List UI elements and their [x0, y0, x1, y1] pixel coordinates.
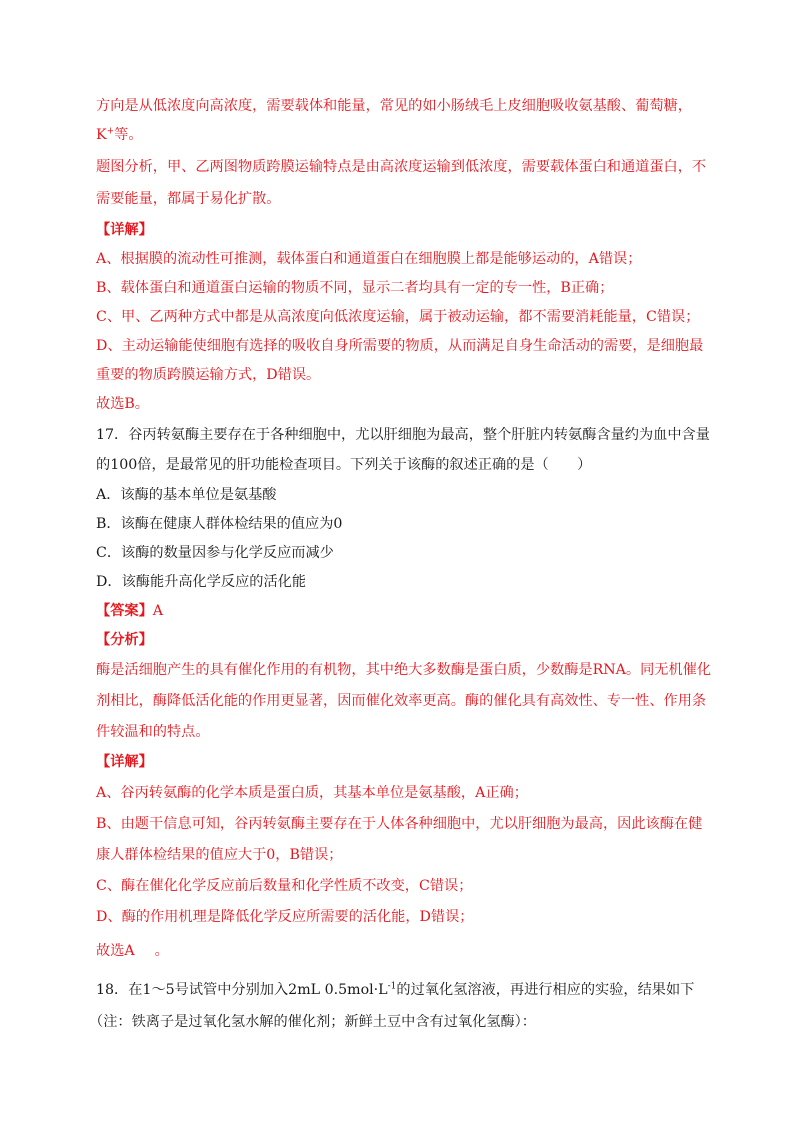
q16-detail-d-line-1: D、主动运输能使细胞有选择的吸收自身所需要的物质，从而满足自身生命活动的需要，是细胞最 — [96, 338, 704, 354]
q17-stem-line-1: 17．谷丙转氨酶主要存在于各种细胞中，尤以肝细胞为最高，整个肝脏内转氨酶含量约为血中含量 — [96, 427, 710, 443]
q17-detail-b-line-1: B、由题干信息可知，谷丙转氨酶主要存在于人体各种细胞中，尤以肝细胞为最高，因此该酶在健 — [96, 816, 703, 832]
q17-conclusion-end: 。 — [154, 943, 169, 959]
q18-stem-line-1 — [96, 981, 694, 999]
q16-detail-b: B、载体蛋白和通道蛋白运输的物质不同，显示二者均具有一定的专一性，B正确； — [96, 280, 614, 296]
q16-analysis-line-4: 需要能量，都属于易化扩散。 — [96, 191, 281, 207]
q17-conclusion — [96, 942, 169, 960]
q16-analysis-line-2 — [96, 126, 143, 144]
q17-analysis-heading: 【分析】 — [96, 632, 153, 648]
q18-stem-before: 18．在1～5号试管中分别加入2mL 0.5mol·L — [96, 982, 388, 998]
q16-detail-heading: 【详解】 — [96, 222, 153, 238]
q17-analysis-line-3: 件较温和的特点。 — [96, 724, 210, 740]
q17-analysis-line-1: 酶是活细胞产生的具有催化作用的有机物，其中绝大多数酶是蛋白质，少数酶是RNA。同无机催化 — [96, 662, 712, 678]
q16-detail-c: C、甲、乙两种方式中都是从高浓度向低浓度运输，属于被动运输，都不需要消耗能量，C错误； — [96, 309, 700, 325]
potassium-charge: + — [106, 126, 115, 137]
q17-detail-a: A、谷丙转氨酶的化学本质是蛋白质，其基本单位是氨基酸，A正确； — [96, 785, 528, 801]
q17-detail-heading: 【详解】 — [96, 754, 153, 770]
potassium-symbol: K — [96, 127, 107, 143]
q18-stem-after: 的过氧化氢溶液，再进行相应的实验，结果如下 — [396, 982, 695, 998]
q16-analysis-line-1: 方向是从低浓度向高浓度，需要载体和能量，常见的如小肠绒毛上皮细胞吸收氨基酸、葡萄糖， — [96, 98, 692, 114]
q16-conclusion: 故选B。 — [96, 396, 149, 412]
q18-stem-line-2: （注：铁离子是过氧化氢水解的催化剂；新鲜土豆中含有过氧化氢酶）： — [89, 1014, 536, 1030]
q17-option-c: C．该酶的数量因参与化学反应而减少 — [96, 545, 334, 561]
q17-detail-c: C、酶在催化化学反应前后数量和化学性质不改变，C错误； — [96, 878, 473, 894]
q17-analysis-line-2: 剂相比，酶降低活化能的作用更显著，因而催化效率更高。酶的催化具有高效性、专一性、作用条 — [96, 693, 707, 709]
q16-analysis-line-2-rest: 等。 — [114, 127, 143, 143]
q17-answer-label: 【答案】 — [96, 603, 153, 619]
q16-detail-d-line-2: 重要的物质跨膜运输方式，D错误。 — [96, 367, 321, 383]
q17-option-d: D．该酶能升高化学反应的活化能 — [96, 574, 307, 590]
q17-answer-value: A — [152, 603, 164, 619]
q17-option-a: A．该酶的基本单位是氨基酸 — [96, 487, 277, 503]
q17-conclusion-main: 故选A — [96, 943, 135, 959]
q18-unit-exponent: -1 — [387, 981, 397, 992]
q17-detail-d: D、酶的作用机理是降低化学反应所需要的活化能，D错误； — [96, 909, 474, 925]
q16-detail-a: A、根据膜的流动性可推测，载体蛋白和通道蛋白在细胞膜上都是能够运动的，A错误； — [96, 251, 642, 267]
q17-stem-line-2: 的100倍，是最常见的肝功能检查项目。下列关于该酶的叙述正确的是（ ） — [96, 457, 592, 473]
q17-detail-b-line-2: 康人群体检结果的值应大于0，B错误； — [96, 847, 343, 863]
q17-option-b: B．该酶在健康人群体检结果的值应为0 — [96, 516, 343, 532]
q17-answer — [96, 602, 163, 620]
q16-analysis-line-3: 题图分析，甲、乙两图物质跨膜运输特点是由高浓度运输到低浓度，需要载体蛋白和通道蛋白，不 — [96, 159, 707, 175]
